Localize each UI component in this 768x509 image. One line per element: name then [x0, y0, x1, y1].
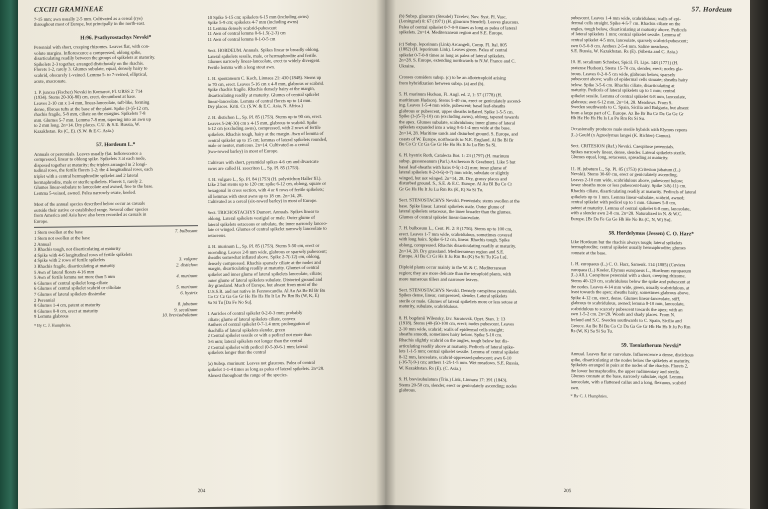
right-col1-line: 2n=28. S. Europe, extending northwards to N.W. France and C. — [399, 57, 516, 64]
key-taxon: 8. jubatum — [177, 301, 198, 307]
left-col1-line: acute, mucronate. — [34, 78, 67, 84]
key-lead: 6 Glumes of central spikelet long-ciliate — [34, 279, 108, 286]
right-col2-line: 1. H. europaeus (L.) C. O. Harz, Samenk. 114 (1885) (Cuviera — [570, 261, 686, 268]
right-col1-line: (b) Subsp. glaucum (Steudel) Tzvelev, Nov. Syst. Pl. Vasc. — [399, 12, 507, 20]
right-col1-line: (1918). Stems (40-)50-100 cm, erect; nodes pubescent. Leaves — [399, 320, 515, 327]
right-col1-line: spikelets expanded into a wing 0-6-1-4 mm wide at the base. — [399, 124, 511, 131]
key-lead: 8 Glumes 1-4 cm, patent at maturity — [34, 302, 101, 308]
left-col2-line: Lateral spikelets sessile, male, or hermaphrodite and fertile. — [207, 52, 318, 59]
right-col1-line: lateral spikelets 0-2-0-6(-0-7) mm wide, subulate or slightly — [399, 169, 510, 176]
left-col2-line: 11 Awn of central lemma 0-6-1.5(-2-3) cm — [207, 30, 286, 37]
right-col1-line: glabrous or pubescent, upper sheaths inflated. Spike 1-5-5 cm. — [399, 108, 514, 115]
right-col1-line: Gr Ge Hs Hu It Ju Lu Rm Rs (K, E) Sa Si Tu. — [399, 186, 484, 193]
left-col2-line: spikelets longer than the central — [207, 349, 266, 356]
left-col2-line: lateral spikelets setaceous or subulate, the inner narrowly lanceo- — [207, 220, 328, 227]
right-col1-line: glabrous. — [399, 387, 416, 393]
right-col2-line: Sect. CRITESION (Raf.) Nevski. Caespitose perennials. — [570, 143, 675, 150]
key-lead: 9 Lemma glabrous — [34, 313, 69, 320]
right-col1-line: base. Spike linear. Lateral spikelets male. Outer glume of — [399, 203, 505, 210]
right-col2-line: S.E. Russia, W. Kazakhstan. Rs (E). (Siberia and C. Asia.) — [570, 48, 678, 55]
right-col1-line: Spike (3-)5-7(-10) cm (excluding awns), oblong, tapered towards — [399, 113, 520, 120]
left-col1-line: triplet with a central hermaphrodite spikelet and 2 lateral — [34, 172, 139, 179]
key-lead: 7 Glumes of lateral spikelets dissimilar — [34, 290, 106, 297]
left-col2-line: densely compressed. Rhachis sparsely ciliate at the nodes and — [207, 259, 321, 266]
left-col2-line: 2 Central spikelet sessile or with a pedicel not more than — [207, 332, 312, 339]
right-col2-line: Occasionally produces male sterile hybrids with Elymus repens — [570, 126, 688, 133]
footnote: * By C. J. Humphries. — [34, 322, 72, 328]
right-col2-line: Spikes narrowly linear, dense, slender. Lateral spikelets sterile. — [570, 148, 687, 156]
left-page-number: 204 — [197, 489, 206, 495]
right-col2-line: 11. H. jubatum L., Sp. Pl. 85 (1753) (Critesion jubatum (L.) — [570, 165, 681, 172]
footnote: * By C. J. Humphries. — [570, 393, 608, 399]
left-col2-line: 1. H. spontaneum C. Koch, Linnaea 21: 430 (1848). Stems up — [207, 74, 322, 82]
left-col1-line: scabrid, obscurely 1-veined. Lemma 5- to 7-veined, elliptical, — [34, 71, 148, 78]
left-col1-line: dense, fibrous tufts at the base of the plant. Spike (3-)5-12 cm, — [34, 105, 149, 112]
right-col2-line: dermal cells straight. Spike 4-5-7 cm. Rhachis ciliate on the — [570, 20, 681, 27]
left-col2-line: Spike rhachis fragile. Rhachis densely hairy at the margin, — [207, 86, 315, 93]
right-col2-line: awn 1-5-2 cm. 2n=28. Woods and shady places. From N. — [570, 311, 676, 318]
left-col2-line: hexagonal in cross section, with 4 or 6 rows of fertile spikelets; — [207, 186, 324, 194]
left-col1-line: outside their native or established range. Several other species — [34, 206, 149, 213]
right-page-number: 205 — [563, 489, 572, 495]
right-page — [385, 0, 750, 509]
left-col2-line: 11 Lemma densely scabrid-pubescent — [207, 25, 277, 31]
left-col2-line: spikelets. Rhachis tough, hairy at the margin. Awn of lemma of — [207, 130, 324, 138]
right-col2-line: Hb He Ho Hs Hu Is Lu Po Rm Rs Si Su. — [570, 115, 646, 122]
left-col2-line: sheaths somewhat inflated above. Spike 2-7(-12) cm, oblong, — [207, 253, 321, 261]
right-col2-line: Greece. Au Be Bl Bu Co Cz Da Ga Ge Gr Hb Ho Hs It Ju Po Rm — [570, 322, 691, 330]
right-col2-line: glabrous; awn 6-12 mm. 2n=14, 28. Meadows. From S. — [570, 98, 673, 105]
left-col1-line: disarticulating readily between the groups of spikelets at maturity. — [34, 54, 156, 61]
key-lead: 3 Rhachis tough, not disarticulating at maturity — [34, 246, 121, 252]
right-col2-line: brous. Leaves 0-2-0-5 cm wide, glabrous below, sparsely — [570, 70, 676, 77]
left-col1-line: Annuals or perennials. Leaves usually flat. Inflorescence a — [34, 150, 142, 157]
right-page-column-2 — [571, 15, 733, 401]
left-running-head — [34, 4, 371, 13]
right-col2-line: Ireland and S.C. Sweden southwards to C. Spain, Sicilia and — [570, 317, 682, 324]
left-col1-line: tudinal rows, the fertile florets 1-2; the 4 longitudinal rows, each — [34, 167, 153, 174]
right-col2-line: pubescent. Leaves 1-4 mm wide, scabridulous; walls of epi- — [570, 14, 681, 21]
left-page-column-2 — [208, 13, 372, 378]
right-col1-line: winged, but not winged. 2n=14, 28. Dry, grassy places and — [399, 175, 507, 182]
right-col1-line: oblong, compressed. Rhachis disarticulating readily at maturity. — [399, 242, 517, 249]
right-col1-line: spikelet 0-7-0-9 times as long as palea of lateral spikelets. — [399, 52, 506, 59]
left-col1-heading: H:96. Psathyrostachys Nevski* — [80, 34, 152, 42]
right-col2-line: spike, disarticulating at the nodes below the spikelets at maturity. — [570, 356, 691, 363]
key-lead: 1 Stem swollen at the base — [34, 229, 83, 236]
right-col1-line: 2-10 mm wide, scabrid; walls of epidermal cells straight; — [399, 326, 504, 333]
left-col2-line: (a) Subsp. murinum: Leaves not glaucous. Palea of central — [207, 360, 315, 367]
left-col2-line: to 70 cm, erect. Leaves 5-16 cm x 4-8 mm, glabrous or scabrid. — [207, 80, 325, 87]
right-col1-line: articulating readily above at maturity. Pedicels of lateral spike- — [399, 342, 515, 350]
key-taxon: 7. bulbosum — [175, 228, 198, 234]
left-col2-line: outer glume of lateral spikelets subulate. Distorted ground and — [207, 276, 323, 283]
right-col2-line: 10. H. secalinum Schreber, Spicil. Fl. Lips. 148 (1771) (H. — [570, 59, 679, 66]
right-col1-line: Sect. STENOSTACHYS Nevski. Perennials; stems swollen at the — [399, 197, 520, 204]
right-col2-line: spikelet sessile. Lemma of central spikelet 6-8 mm, lanceolate, — [570, 93, 686, 100]
left-col2-line: 2 Central spikelet with pedicel (0-5-)0-6-1 mm; lateral — [207, 343, 308, 350]
left-col1-line: Florets 1-2, rarely 3. Glumes subulate, equal, densely hairy to — [34, 65, 148, 73]
right-col2-line: Leaves 2-10 mm wide, scabridulous above, pubescent below; — [570, 176, 684, 184]
left-col2-line: central spikelet up to 15 cm; lemmas of lateral spikelets rounded, — [207, 136, 328, 143]
left-col2-line: margin, disarticulating readily at maturity. Glumes of central — [207, 265, 319, 272]
left-col2-line: 1 Auricles of central spikelet 0-2-0-3 mm; probably — [207, 310, 303, 317]
right-col2-line: europaea (L.) Koeler, Elymus europaeus L., Hordeum europaeum — [570, 266, 692, 274]
left-col1-line: throughout most of Europe, but principally in the north-east. — [34, 20, 145, 28]
left-col2-line: ciliate; glume of lateral spikelets ciliate, convex — [207, 315, 296, 322]
right-col2-line: pratense Hudson). Stems 15-70 cm, slender, erect; nodes gla- — [570, 65, 683, 72]
left-col2-line: 10 Spike 5-15 cm; spikelets 6-15 mm (including awns) — [207, 13, 309, 20]
left-col2-line: Fertile lemma with a long stout awn. — [207, 64, 275, 70]
right-col1-line: Diploid plants occur mainly in the W. & C. Mediterranean — [399, 264, 507, 271]
right-col2-line: Annual. Leaves flat or convolute. Inflorescence a dense, distichous — [570, 351, 694, 358]
right-col1-line: 6. H. hystrix Roth, Catalecta Bot. 1: 23 (1797) (H. marinum — [399, 152, 510, 159]
left-col1-heading: 57. Hordeum L.* — [96, 141, 136, 149]
left-col1-line: Most of the annual species described below occur as casuals — [34, 200, 145, 207]
key-lead: 2 Annual — [34, 241, 51, 247]
right-col2-heading: 59. Taeniatherum Nevski* — [621, 343, 682, 350]
left-col2-line: setaceous. — [207, 232, 227, 238]
left-col2-line: 4. H. murinum L., Sp. Pl. 85 (1753). Stems 5-50 cm, erect or — [207, 242, 320, 249]
right-col1-line: subsp. gussoneanum (Parl.) Ascherson & Graebner). Like 5 but — [399, 158, 516, 165]
left-col1-line: Leaves 2-10 cm x 1-4 mm, linear-lanceolate, tuft-like, forming — [34, 99, 150, 106]
right-col2-line: Europe. [Br Da Fe Ga Ge Hb He No Rs (C, N, W) Su]. — [570, 216, 672, 223]
left-col1-line: mm. Glumes 5-7 mm. Lemma 7-8 mm, tapering into an awn up — [34, 116, 151, 123]
left-col2-line: disarticulating readily at maturity. Glumes of central spikelet — [207, 91, 320, 98]
right-running-head — [399, 4, 732, 13]
right-col1-line: Glumes of central spikelet linear-lanceolate. — [399, 214, 481, 221]
left-col2-line: Spike 5-9 cm; spikelets 4-7 mm (including awns) — [207, 19, 299, 26]
left-col2-line: rhachilla of lateral spikelets slender, green — [207, 327, 286, 333]
right-col1-line: Palea of central spikelet 0-7-0-9 times as long as palea of lateral — [399, 24, 517, 31]
key-lead: 6 Glumes of central spikelet scabrid or ciliolate — [34, 285, 122, 292]
key-lead: 1 Stem not swollen at the base — [34, 235, 90, 241]
right-col2-line: hermaphrodite; central spikelet usually hermaphrodite; glumes — [570, 244, 686, 251]
left-col1-line: disposed together at maturity; the triplets arranged in 2 longi- — [34, 161, 147, 168]
key-taxon: 10. brevisubulatum — [162, 312, 198, 318]
right-col1-line: Spikes dense, linear, compressed, slender. Lateral spikelets — [399, 292, 508, 299]
key-lead: 2 Perennial — [34, 297, 55, 303]
key-lead: 5 Awn of lateral florets 4-16 mm — [34, 268, 95, 275]
key-taxon: 6. hystrix — [180, 290, 198, 296]
right-col2-line: Rs (W, K) Sa Si Su Tu. — [570, 328, 613, 334]
left-col1-line: Perennial with short, creeping rhizomes. Leaves flat, with con- — [34, 43, 150, 50]
right-col2-line: awn 0-5-0-9 cm. Anthers 2-5-4 mm. Saline meadows. — [570, 42, 670, 49]
left-col1-line — [34, 133, 198, 140]
right-col2-line: connate at the base. — [570, 250, 607, 256]
left-page — [18, 0, 385, 509]
left-page-column-1 — [34, 15, 198, 380]
key-taxon: 9. secalinum — [174, 306, 198, 313]
right-col1-line: Rhachis slightly scabrid on the angles, tough below but dis- — [399, 337, 509, 344]
right-col2-line: central spikelet 4-5 mm, lanceolate, sparsely scabrid-pubescent; — [570, 37, 688, 44]
right-col1-line: 9. H. brevisubulatum (Trin.) Link, Linnaea 17: 391 (1843). — [399, 376, 508, 383]
left-col2-line: 11 Awn of central lemma 0-1-0-5 cm — [207, 36, 276, 42]
right-col1-line: (c) Subsp. leporinum (Link) Arcangeli, Comp. Fl. Ital. 805 — [399, 40, 507, 48]
left-col2-line: dry grassland. Much of Europe, but absent from most of the — [207, 281, 318, 289]
right-col1-line: 5. H. marinum Hudson, Fl. Angl. ed. 2, 1: 57 (1778) (H. — [399, 91, 502, 98]
right-col1-line: region; they are more delicate than the tetraploid plants, with — [399, 270, 511, 277]
right-col2-line: Spike 4-12 cm, erect, dense. Glumes linear-lanceolate, stiff, — [570, 294, 681, 301]
left-col1-line: 1. P. juncea (Fischer) Nevski in Komarov, Fl. URSS 2: 714 — [34, 88, 143, 95]
left-col2-line: Like 2 but stems up to 120 cm; spike 6-12 cm, oblong, square or — [207, 181, 327, 188]
left-col1-line: Spikelets 2-3 together, arranged distichously on the rhachis. — [34, 60, 144, 67]
right-col1-line: coasts of W. Europe, northwards to N.E. England. Al Be Bl Br — [399, 135, 514, 143]
left-col2-line: ascending. Leaves 2-8 mm wide, glabrous or sparsely pubescent; — [207, 248, 327, 255]
left-col1-line: (1934). Stems 20-30(-80) cm, erect, decumbent at base. — [34, 94, 137, 101]
key-taxon: 2. distichon — [176, 262, 198, 268]
right-col2-line: of lateral spikelets 1 mm; central spikelet sessile. Lemma of — [570, 31, 681, 38]
left-col2-line: 3. H. vulgare L., Sp. Pl. 84 (1753) (H. polystichon Haller fil.). — [207, 175, 322, 182]
right-col1-line: 7. H. bulbosum L., Cent. Pl. 2: 8 (1756). Stems up to 100 cm, — [399, 225, 513, 232]
right-col2-line: (L.) All.). Caespitose perennial with a short, creeping rhizome. — [570, 272, 686, 279]
right-col2-line: the lower hermaphrodite, the upper rudimentary and sterile. — [570, 367, 681, 375]
right-col1-line: more numerous tillers and narrower leaves. — [399, 275, 479, 282]
book-cover-edge-left — [0, 0, 18, 509]
left-running-head-text: CXCIII GRAMINEAE — [34, 5, 104, 14]
left-col2-line: Dry places. Kriti. Cr. (S.W. & E.C. Asia, N. Africa.) — [207, 103, 303, 110]
right-col1-line: Ukraine. — [399, 63, 415, 69]
right-col1-line: W. Kazakhstan. Rs (E). (C. Asia.) — [399, 365, 461, 371]
right-col1-line: Stems 20-50 cm, slender, erect or geniculately ascending; nodes — [399, 382, 517, 389]
right-col1-line: lateral spikelets setaceous, the inner broader than the glumes. — [399, 208, 512, 215]
key-taxon: 5. marinum — [176, 284, 198, 290]
right-col2-line: Nevski). Stems 30-60 cm, erect or geniculately ascending. — [570, 171, 678, 178]
left-col2-line: awns are called H. zeocriton L., Sp. Pl. 85 (1753). — [207, 164, 300, 171]
right-col2-line: the nodes. Leaves 4-14 mm wide, green, usually scabridulous, at — [570, 283, 690, 290]
left-col2-line: Leaves 5-24(-30) cm x 4-15 mm, glabrous to scabrid. Spike — [207, 119, 318, 126]
left-col2-line: oblong. Lateral spikelets vestigial or male. Outer glume of — [207, 214, 315, 221]
right-col2-line: with a slender awn 2-8 cm. 2n=28. Naturalized in N. & W.C. — [570, 210, 683, 217]
right-col2-line: pubescent above; walls of epidermal cells sinuate; sheaths hairy — [570, 76, 688, 83]
right-col1-line: with long hairs. Spike 6-12 cm, linear. Rhachis tough. Spike — [399, 236, 510, 243]
right-col2-line: glabrous to scabridulous, awned; lemma 8-10 mm, lanceolate, — [570, 300, 685, 307]
right-col2-line: lower sheaths more or less pubescent-hairy. Spike 3-8(-11) cm. — [570, 182, 687, 189]
left-col2-line: Sect. TRICHOSTACHYS Dumort. Annuals. Spikes linear to — [207, 209, 319, 216]
right-col2-line: maturity. Pedicels of lateral spikelets up to 1 mm; central — [570, 87, 676, 94]
left-col2-line: Sa Si Tu [Da Fe No Su]. — [207, 299, 253, 305]
key-taxon: 4. murinum — [176, 273, 198, 279]
right-col1-line: maritimum Hudson). Stems 5-40 cm, erect or geniculately ascend- — [399, 96, 522, 104]
right-col2-line: Sweden southwards to C. Spain, Sicilia and Bulgaria, but absent — [570, 104, 689, 111]
right-col1-line: 8-12 mm, lanceolate, scabrid-appressed-pubescent; awn 6-10 — [399, 354, 512, 361]
left-col1-line: Kazakhstan. Rs (C, E). (S.W. & E.C. Asia.) — [34, 127, 114, 134]
right-col1-line: lets 1-1-5 mm; central spikelet sessile. Lemma of central spikelet — [399, 348, 519, 355]
right-col2-line: Glumes equal, long, setaceous, spreading at maturity. — [570, 154, 669, 161]
right-col2-line — [571, 334, 733, 341]
left-col2-line: Glumes narrowly linear-lanceolate, erect to widely divergent. — [207, 58, 321, 65]
right-col1-line: (Leningrad) 8: 67 (1971) (H. glaucum Steudel). Leaves glaucous. — [399, 18, 520, 25]
right-col2-line: below. Spike 3-5-6 cm. Rhachis ciliate, disarticulating at — [570, 81, 675, 88]
left-col1-line: Europe. — [34, 218, 49, 224]
key-lead: 8 Glumes 0-8 cm, erect at maturity — [34, 307, 99, 314]
right-col2-line: scabridulous to scarcely pubescent towards the apex; with an — [570, 305, 683, 313]
right-col2-line: Glumes connate at the base, narrowly subulate, rigid. Lemma — [570, 373, 684, 380]
left-col2-line: all lemmas with stout awns up to 18 cm. 2n=14, 28. — [207, 192, 303, 199]
left-col2-line: 6-12 cm (excluding awns), compressed, with 2 rows of fertile — [207, 125, 321, 132]
right-col1-line: erect. Leaves 1-7 mm wide, scabridulous, sometimes covered — [399, 231, 513, 238]
right-col2-line: Rhachis ciliate, disarticulating readily at maturity. Pedicels of lateral — [570, 188, 697, 195]
right-col1-line: basal leaf-sheaths with hairs 0-5(-1-2) mm; inner glume of — [399, 163, 507, 171]
left-col1-line: Glumes linear-subulate to lanceolate and awned, free to the base. — [34, 183, 154, 191]
left-col1-line: to 2 mm long. 2n=14. Dry places. C.U. & S.E. Russia, W. — [34, 122, 140, 129]
right-col2-line: central spikelet with pedicel up to 1 mm. Glumes 5-8 cm, — [570, 199, 677, 206]
right-col2-line — [571, 222, 733, 229]
right-col2-line: patent at maturity. Lemma of central spikelet 6-8 mm, lanceolate, — [570, 204, 691, 212]
right-col2-line: spikelets up to 1 mm. Lemma linear-subulate, scabrid, awned; — [570, 193, 685, 200]
right-col1-line: disturbed ground. S., S.E. & E.C. Europe. Al Au Bl Bu Co Cr — [399, 180, 513, 187]
left-col2-line: U.S.S.R. and not native in Fennoscandia. Al Au Az Be Bl Br Bu — [207, 287, 326, 294]
key-lead: 5 Awn of fertile lemma not more than 5 mm — [34, 274, 115, 280]
right-col1-line: the apex. Glumes subulate, scabridulous; inner glume of lateral — [399, 119, 516, 126]
left-col1-line: compressed, linear to oblong spike. Spikelets 3 at each node, — [34, 155, 146, 163]
key-lead: 3 Rhachis fragile, disarticulating at maturity — [34, 262, 116, 269]
right-col2-line: awn. — [570, 384, 580, 390]
right-col1-line: Sect. STENOSTACHYS Nevski. Densely caespitose perennials. — [399, 287, 518, 294]
left-col2-line: (two-rowed barley) in most of Europe. — [207, 148, 279, 154]
right-col2-line: Stems 40-120 cm, scabridulous below the spike and pubescent at — [570, 278, 690, 285]
right-col2-line: (L.) Gould (x Agroelymus langei (K. Richter) Camus). — [570, 132, 672, 139]
key-lead: 4 Spike with 4-6 longitudinal rows of fertile spikelets — [34, 251, 133, 258]
right-col1-line: spikelets. 2n=14. Mediterranean region and S.E. Europe. — [399, 29, 504, 36]
right-col1-line: maturity, subulate, scabridulous. — [399, 303, 459, 310]
right-col1-line: (1882) (H. leporinum Link). Leaves green. Palea of central — [399, 46, 508, 53]
right-col1-line: 2n=14, 28. Dry grassland. Mediterranean region and S.E. — [399, 247, 505, 254]
right-col1-line: 2n=14, 28. Maritime sands and disturbed ground. S. Europe, and — [399, 130, 518, 137]
left-col2-line: spikelet 1-1-4 times as long as palea of lateral spikelets. 2n=28. — [207, 365, 325, 373]
right-col1-line: (-16-7(-9-) cm; anthers 1-25-1-5 mm. Wet meadows. S.E. Russia, — [399, 359, 520, 366]
right-col1-line: 8. H. bogdanii Wilensky, Izv. Saratovsk. Opyt. Stan. 1: 13 — [399, 314, 506, 322]
right-running-head-text: 57. Hordeum — [691, 5, 732, 14]
left-col1-line: hermaphrodite, male or sterile spikelets. Florets 1, rarely 2. — [34, 178, 143, 185]
right-col1-line: ing. Leaves 1-5-4 mm wide, pubescent; basal leaf-sheaths — [399, 102, 506, 109]
left-col1-line: from America and Asia have also been recorded as casuals in — [34, 211, 147, 219]
right-col1-line: Crosses considers subsp. (c) to be an allotetraploid arising — [399, 74, 506, 81]
left-col1-line: rhachis fragile, 5-8 mm, ciliate on the margins. Spikelets 7-8 — [34, 110, 146, 117]
book-edge-right — [750, 0, 768, 509]
right-col1-line: Europe. Al Bu Cr Gr Hs It Ju Rm Rs (K) Sa Si Tu [Ga Lu]. — [399, 253, 508, 260]
left-col2-line: linear-lanceolate. Lemma of central florets up to 14 mm. — [207, 97, 312, 104]
left-col1-line: Lemma 5-veined, awned. Palea narrowly ovate, keeled. — [34, 189, 137, 196]
left-col2-line: Co Cr Cz Ga Ge Gr He Ho Hs Hu It Lu Po Rm Rs (W, K, E) — [207, 293, 319, 300]
right-col1-line: sterile or male. Glumes of lateral spikelets more or less setose at — [399, 298, 518, 305]
left-col2-line: Sect. HORDEUM. Annuals. Spikes linear to broadly oblong. — [207, 46, 320, 54]
key-taxon: 3. vulgare — [179, 256, 198, 262]
left-col1-line: volute margins. Inflorescence a compressed, oblong spike, — [34, 49, 142, 56]
left-col2-line: spikelet and inner glume of lateral spikelets lanceolate, ciliate; — [207, 270, 323, 277]
left-col1-line: 7-15 mm; awn usually 2-5 mm. Cultivated as a cereal (rye) — [34, 15, 143, 22]
right-col2-heading: 58. Hordelymus (Jessen) C. O. Harz* — [608, 230, 694, 238]
key-lead: 4 Spike with 2 rows of fertile spikelets — [34, 257, 106, 264]
right-col2-line: least towards the apex; sheaths hairy, sometimes glabrous above. — [570, 289, 690, 296]
left-col2-line: male or neuter, muticous. 2n=14. Cultivated as a cereal — [207, 142, 309, 149]
left-col2-line: Anthers of central spikelet 0-7-1.4 mm; prolongation of — [207, 321, 310, 328]
right-col2-line: Like Hordeum but the rhachis always tough; lateral spikelets — [570, 238, 683, 246]
right-col2-line: from a large part of C. Europe. Az Be Br Bu Cz Da Ga Ge Gr — [570, 109, 684, 116]
right-col1-line: sheaths smooth, sometimes hairy below. Spike 5-10 cm. — [399, 331, 503, 338]
left-col2-line: 2. H. distichon L., Sp. Pl. 85 (1753). Stems up to 90 cm, erect. — [207, 114, 323, 121]
right-col1-line: Bu Co Cr Cz Ga Ge Gr He Ho Hs It Ju Lu Rm Sa Si. — [399, 141, 497, 148]
left-col2-line: Cultivars with short, pyramidal spikes 4-6 cm and divaricate — [207, 158, 319, 166]
right-col1-line: from hybridization between subsp. (a) and (b). — [399, 80, 485, 86]
right-col2-line: angles, tough below, disarticulating at maturity above. Pedicels — [570, 25, 687, 33]
right-col2-line: Spikelets arranged in pairs at the nodes of the rhachis. Florets 2, — [570, 362, 689, 369]
left-col2-line: Cultivated as a cereal (six-rowed barley) in most of Europe. — [207, 198, 318, 205]
left-col2-line: Almost throughout the range of the species. — [207, 371, 288, 378]
left-col2-line: 0-6 mm; lateral spikelets not longer than the central — [207, 338, 303, 345]
right-col2-line: lanceolate, with a flattened callus and a long, flexuous, scabrid — [570, 379, 686, 386]
right-page-column-1 — [399, 13, 561, 399]
key-row — [34, 312, 198, 319]
left-col2-line: late or winged. Glumes of central spikelet narrowly lanceolate to — [207, 225, 327, 233]
